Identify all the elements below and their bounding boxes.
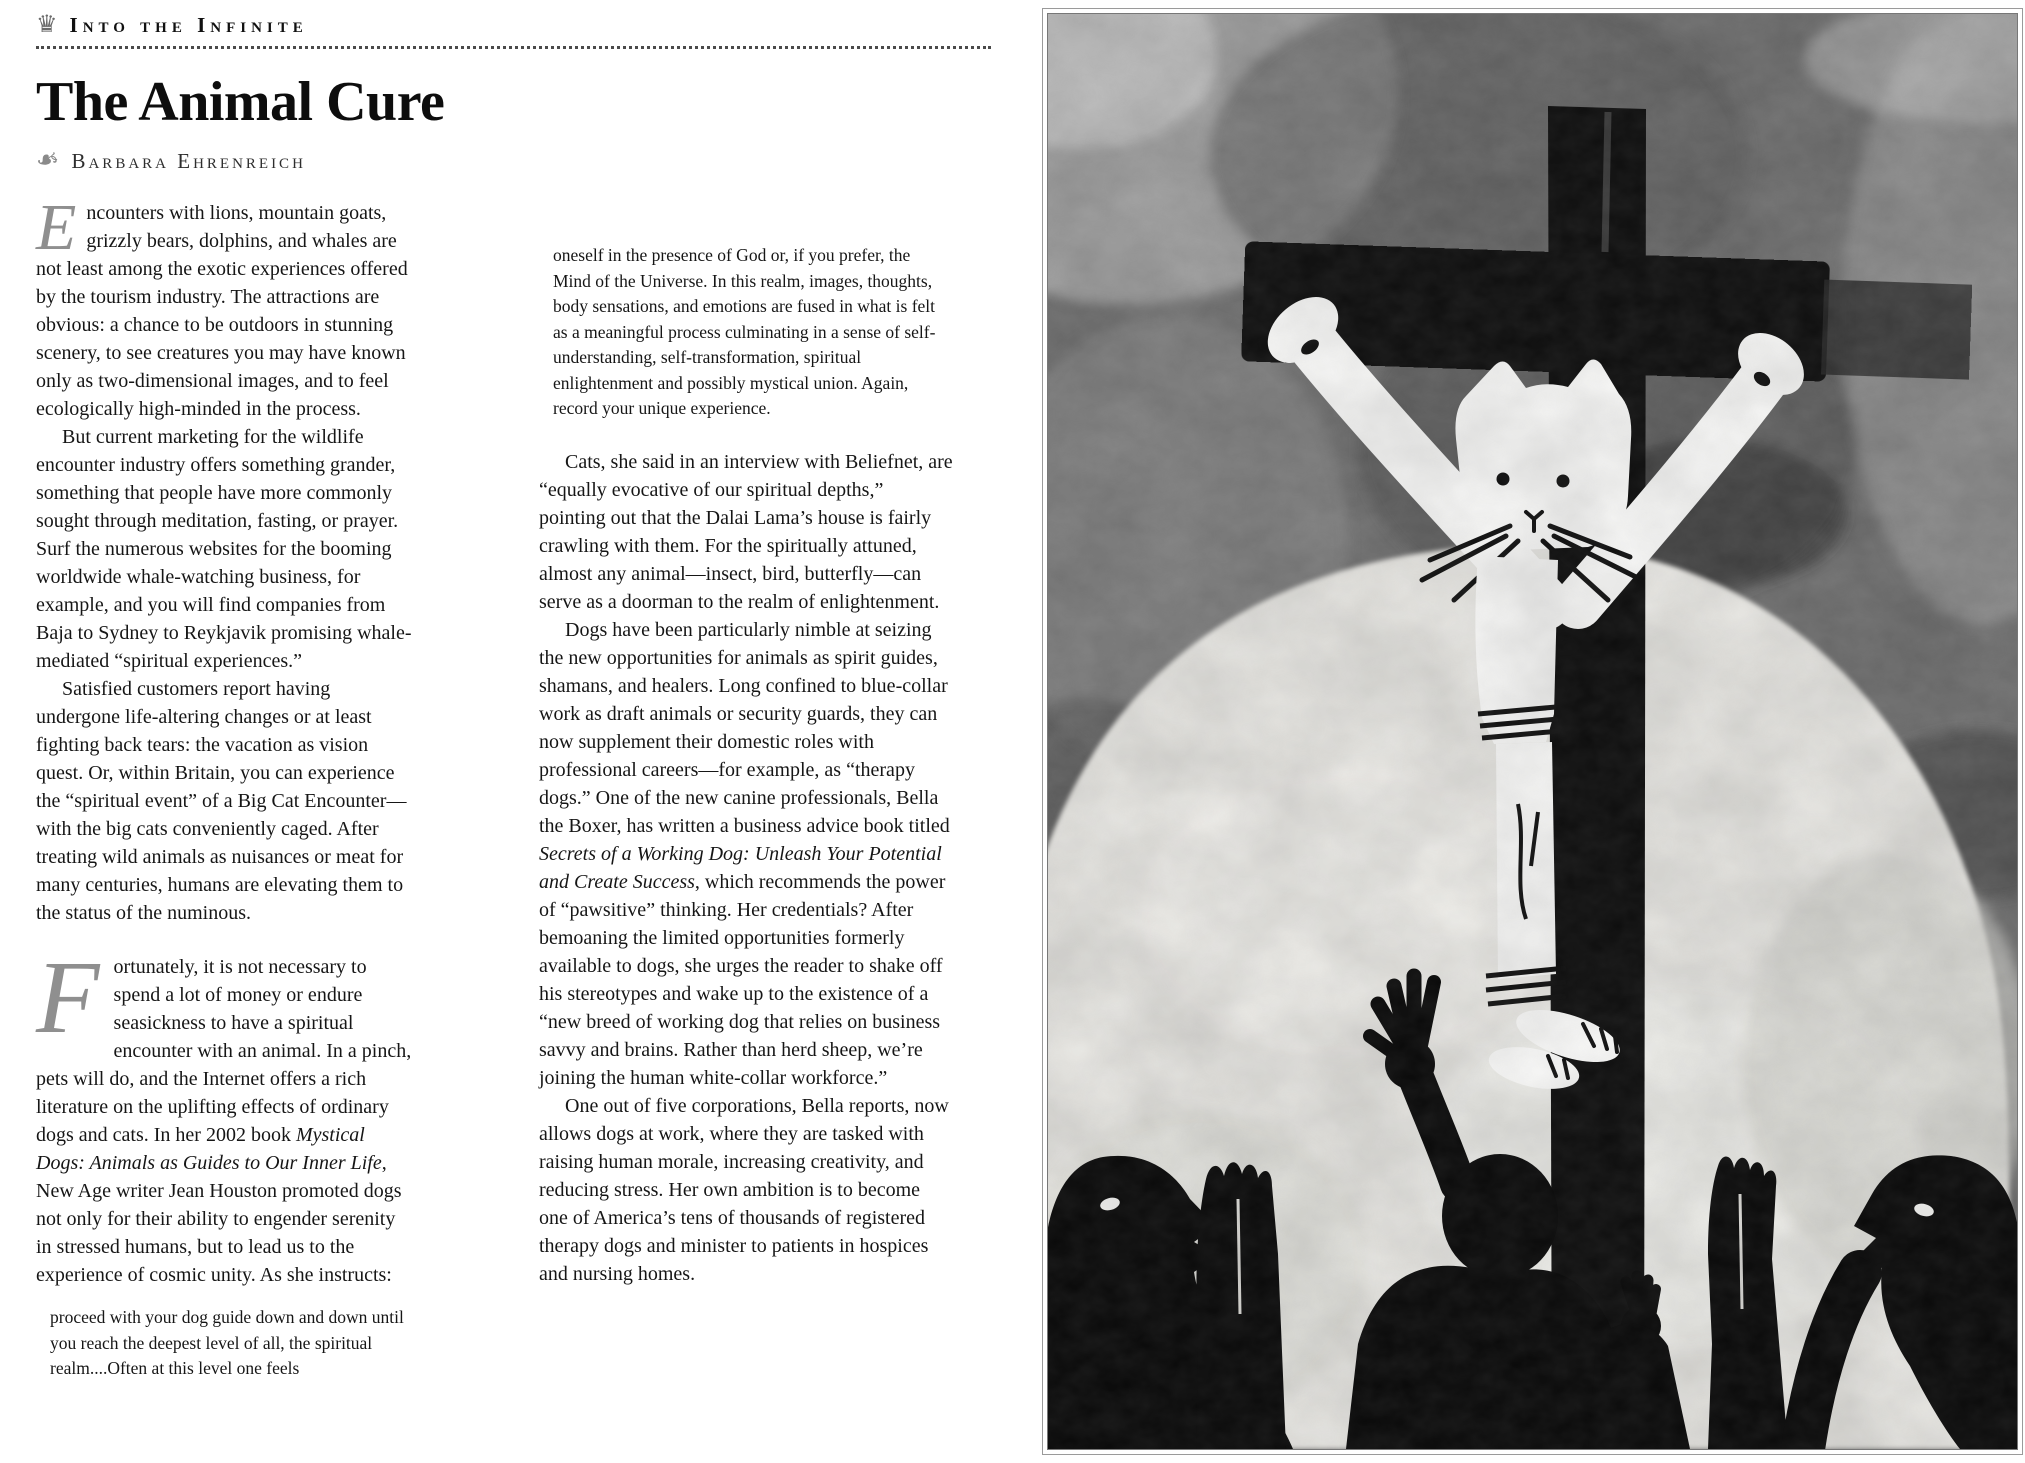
- text-run: ncounters with lions, mountain goats, grizzly bears, dolphins, and whales are not least among the exotic experiences offered by the tourism industry. The attractions are obvious: a chance to be outdoors in stunning scenery, to see creatures you may have known only as two-dimensional images, and to feel ecologically high-minded in the process.: [36, 202, 408, 420]
- block-quote: [50, 1305, 408, 1382]
- section-title: Into the Infinite: [69, 12, 308, 37]
- paragraph: [36, 191, 414, 423]
- text-run: Satisfied customers report having undergone life-altering changes or at least fighting back tears: the vacation as vision quest. Or, within Britain, you can experience the “spiritual event” of a Big Cat Encounter—with the big cats conveniently caged. After treating wild animals as nuisances or meat for many centuries, humans are elevating them to the status of the numinous.: [36, 678, 407, 924]
- author-name: Barbara Ehrenreich: [71, 148, 306, 173]
- paragraph: [36, 675, 414, 927]
- text-column-1: [36, 191, 414, 1382]
- paragraph: [539, 1092, 953, 1288]
- crown-icon: ♛: [36, 12, 58, 38]
- text-run: proceed with your dog guide down and down until you reach the deepest level of all, the spiritual realm....Often at this level one feels: [50, 1307, 404, 1378]
- text-run: ortunately, it is not necessary to spend a lot of money or endure seasickness to have a spiritual encounter with an animal. In a pinch, pets will do, and the Internet offers a rich literature on the uplifting effects of ordinary dogs and cats. In her 2002 book: [36, 956, 412, 1146]
- text-run: , which recommends the power of “pawsitive” thinking. Her credentials? After bemoaning the limited opportunities formerly available to dogs, she urges the reader to shake off his stereotypes and wake up to the existence of a “new breed of working dog that relies on business savvy and brains. Rather than herd sheep, we’re joining the human white-collar workforce.”: [539, 870, 946, 1089]
- section-header: [36, 10, 996, 40]
- paragraph: [36, 423, 414, 675]
- texture-overlay-light: [1048, 14, 2017, 1449]
- text-run: But current marketing for the wildlife encounter industry offers something grander, something that people have more commonly sought through meditation, fasting, or prayer. Surf the numerous websites for the booming worldwide whale-watching business, for example, and you will find companies from Baja to Sydney to Reykjavik promising whale-mediated “spiritual experiences.”: [36, 426, 412, 672]
- article-body: [36, 191, 996, 1382]
- text-run: Dogs have been particularly nimble at seizing the new opportunities for animals as spirit guides, shamans, and healers. Long confined to blue-collar work as draft animals or security guards, they can now supplement their domestic roles with professional careers—for example, as “therapy dogs.” One of the new canine professionals, Bella the Boxer, has written a business advice book titled: [539, 618, 950, 837]
- article: [33, 10, 996, 1382]
- drop-cap: E: [36, 191, 77, 264]
- book-title: Secrets of a Working Dog: Unleash Your Potential and Create Success: [539, 842, 942, 893]
- crucified-cat-illustration: [1042, 8, 2023, 1455]
- drop-cap: F: [36, 940, 100, 1055]
- byline: [33, 143, 996, 178]
- text-column-2: [539, 199, 953, 1382]
- paragraph: [539, 616, 953, 1092]
- block-quote: [553, 243, 947, 422]
- illustration-art: [1048, 14, 2017, 1449]
- text-run: One out of five corporations, Bella reports, now allows dogs at work, where they are tasked with raising human morale, increasing creativity, and reducing stress. Her own ambition is to become one of America’s tens of thousands of registered therapy dogs and minister to patients in hospices and nursing homes.: [539, 1094, 949, 1285]
- article-title: The Animal Cure: [36, 71, 445, 133]
- paragraph: [539, 448, 953, 616]
- paragraph: [36, 940, 414, 1289]
- text-run: , New Age writer Jean Houston promoted dogs not only for their ability to engender serenity in stressed humans, but to lead us to the experience of cosmic unity. As she instructs:: [36, 1152, 402, 1286]
- text-run: oneself in the presence of God or, if you prefer, the Mind of the Universe. In this realm, images, thoughts, body sensations, and emotions are fused in what is felt as a meaningful process culminating in a sense of self-understanding, self-transformation, spiritual enlightenment and possibly mystical union. Again, record your unique experience.: [553, 245, 936, 418]
- dotted-rule: [36, 45, 991, 49]
- book-title: Mystical Dogs: Animals as Guides to Our Inner Life: [36, 1124, 382, 1174]
- fleuron-icon: ❧: [33, 143, 62, 178]
- text-run: Cats, she said in an interview with Beliefnet, are “equally evocative of our spiritual depths,” pointing out that the Dalai Lama’s house is fairly crawling with them. For the spiritually attuned, almost any animal—insect, bird, butterfly—can serve as a doorman to the realm of enlightenment.: [539, 450, 953, 613]
